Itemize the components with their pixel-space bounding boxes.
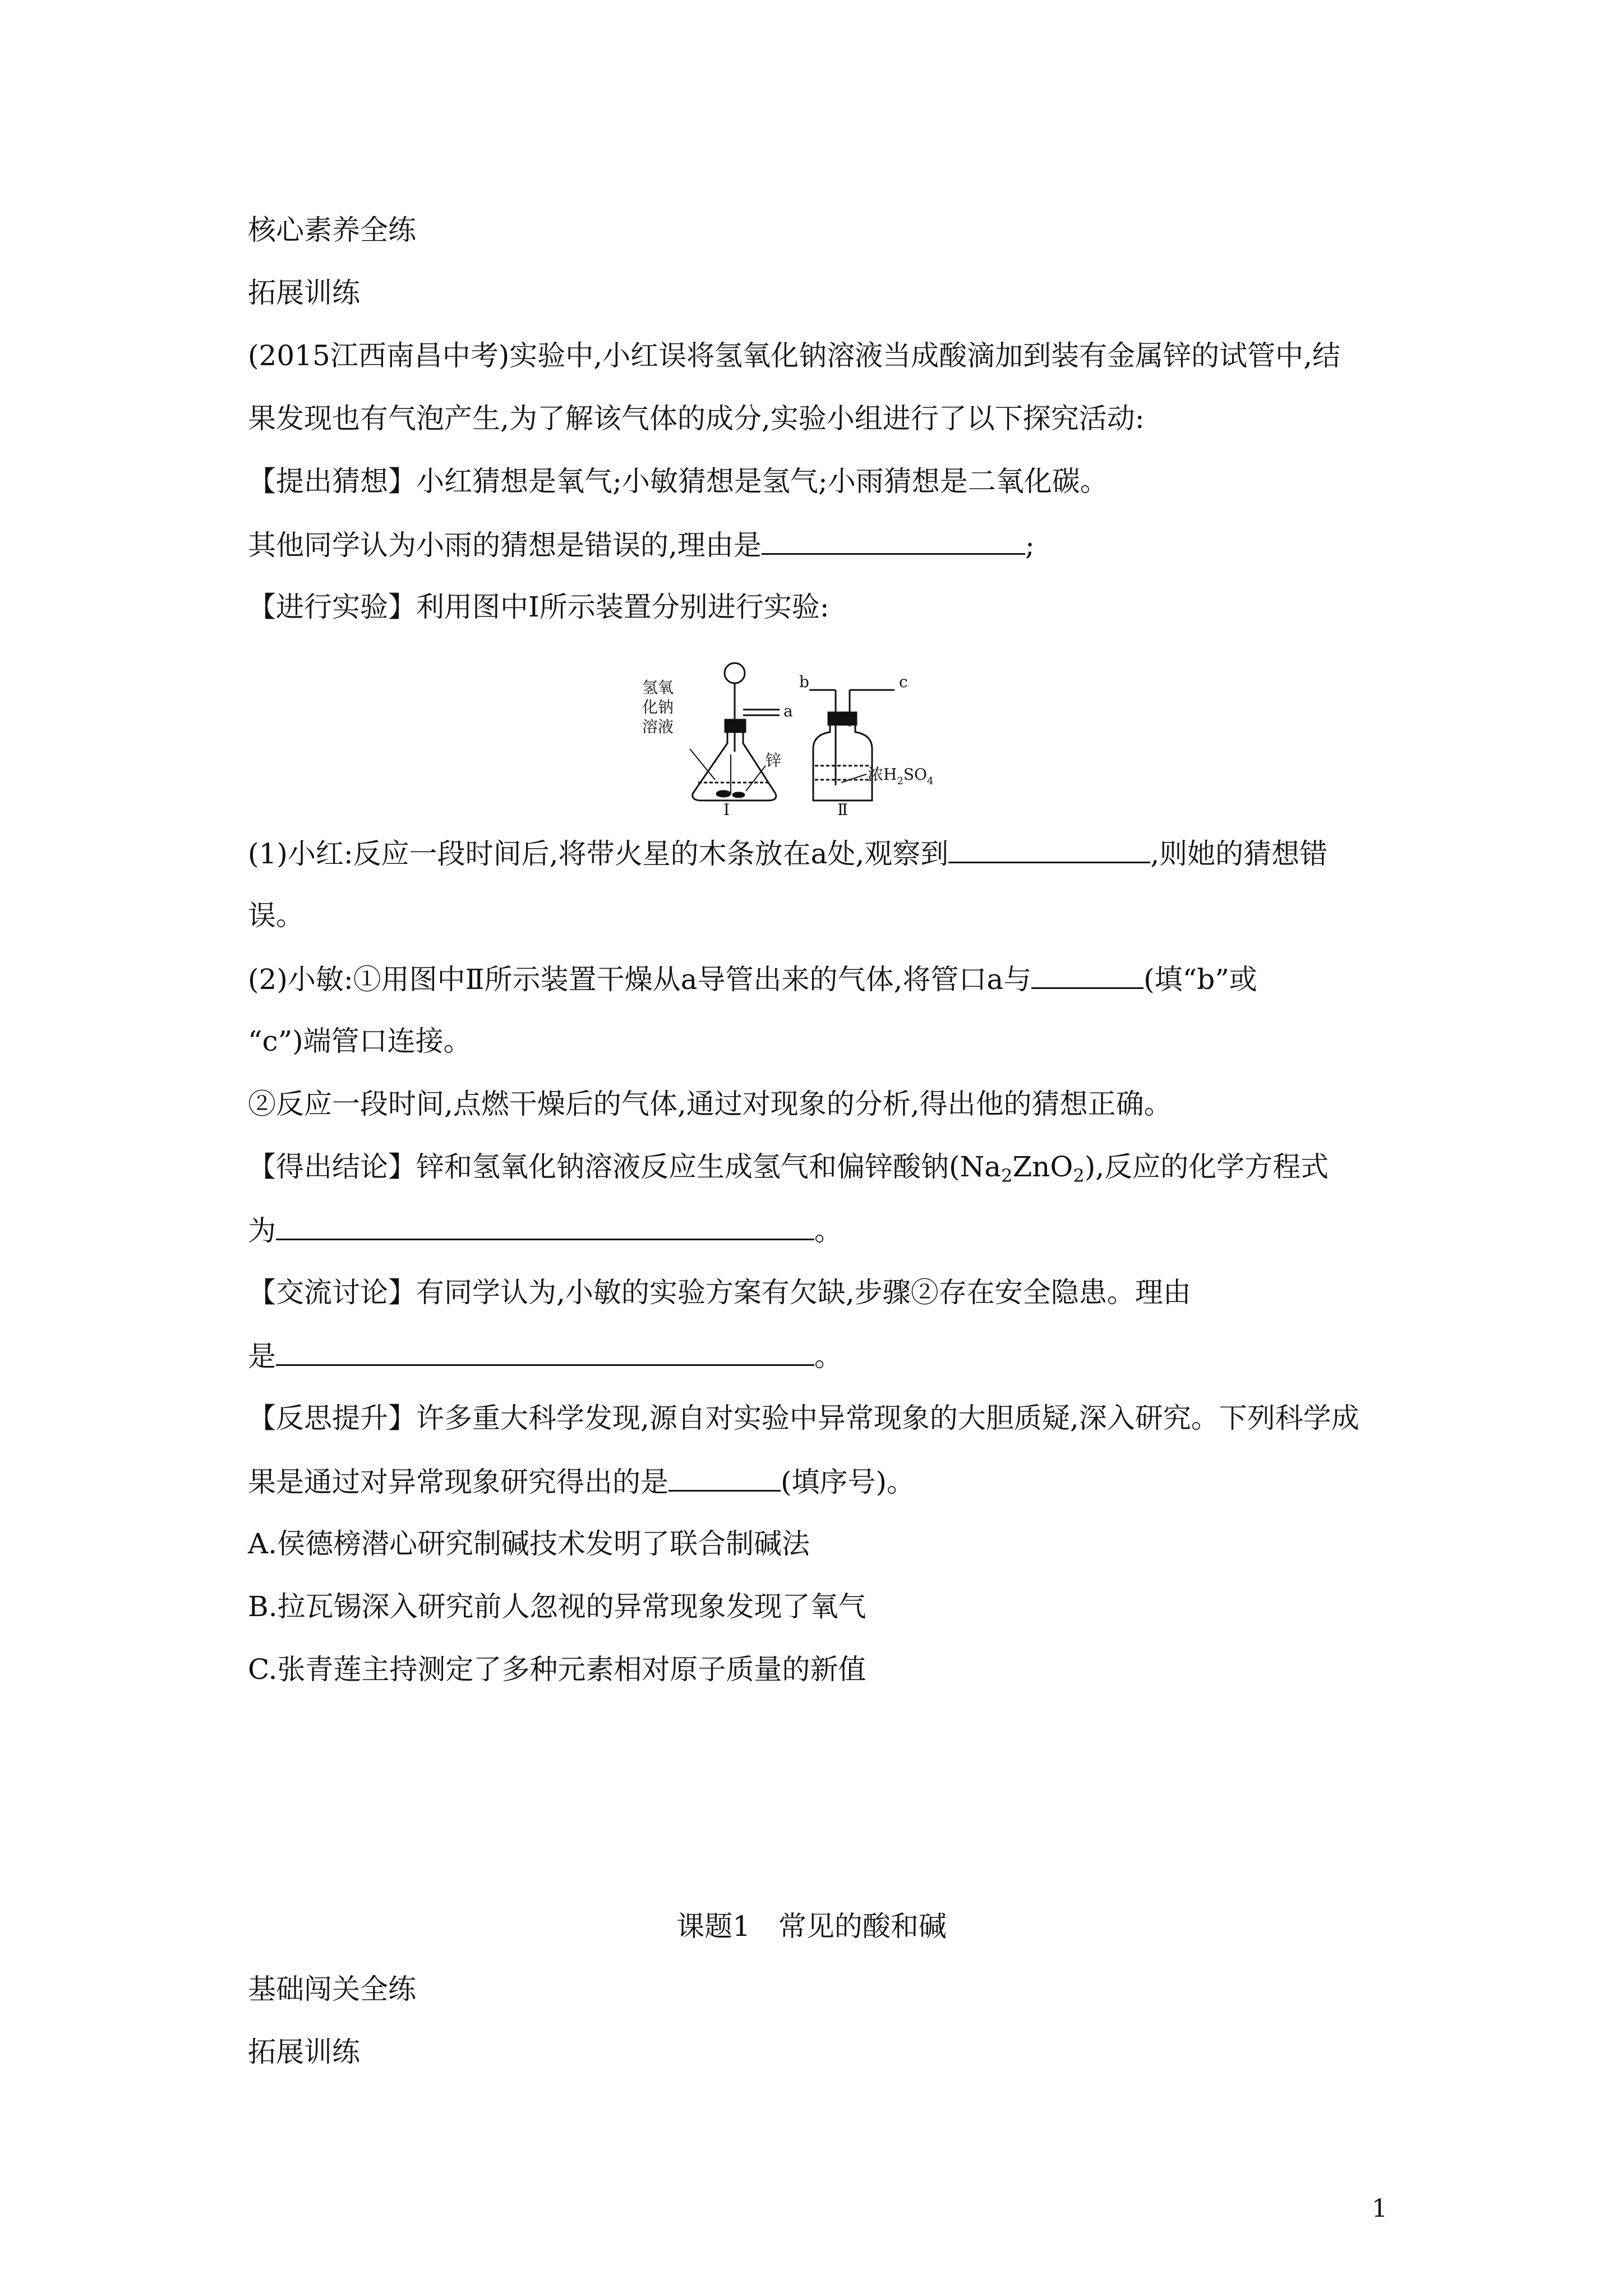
discussion-cont: 是 。 (248, 1337, 842, 1374)
question-intro-line2: 果发现也有气泡产生,为了解该气体的成分,实验小组进行了以下探究活动: (248, 402, 1145, 435)
answer-blank-equation[interactable] (276, 1212, 814, 1240)
section2-subheading: 拓展训练 (248, 2036, 360, 2068)
answer-blank-reason[interactable] (762, 526, 1025, 555)
reason-text: 其他同学认为小雨的猜想是错误的,理由是 (248, 529, 762, 562)
label-b: b (799, 673, 809, 691)
label-naoh-2: 化钠 (642, 698, 674, 716)
section-subheading: 拓展训练 (248, 277, 360, 309)
label-naoh-3: 溶液 (642, 717, 674, 736)
discussion-line: 【交流讨论】有同学认为,小敏的实验方案有欠缺,步骤②存在安全隐患。理由 (248, 1276, 1191, 1309)
answer-blank-q1[interactable] (948, 835, 1150, 863)
label-a: a (783, 702, 793, 720)
label-II: Ⅱ (837, 800, 849, 816)
hypothesis-line: 【提出猜想】小红猜想是氧气;小敏猜想是氢气;小雨猜想是二氧化碳。 (248, 465, 1108, 498)
q1-text: (1)小红:反应一段时间后,将带火星的木条放在a处,观察到 (248, 838, 949, 870)
q1-line (248, 835, 1327, 872)
section2-heading: 基础闯关全练 (248, 1973, 416, 2005)
apparatus-drawing (631, 654, 967, 816)
option-b: B.拉瓦锡深入研究前人忽视的异常现象发现了氧气 (248, 1590, 866, 1623)
label-I: Ⅰ (723, 800, 730, 816)
apparatus-figure (631, 654, 967, 816)
apparatus-I (690, 663, 780, 800)
reflection-cont: 果是通过对异常现象研究得出的是 (填序号)。 (248, 1463, 915, 1500)
q2-cont: “c”)端管口连接。 (248, 1025, 472, 1057)
answer-blank-discussion[interactable] (276, 1337, 814, 1366)
conclusion-cont: 为 。 (248, 1212, 842, 1249)
q1-cont: 误。 (248, 899, 304, 932)
conclusion-line: 【得出结论】锌和氢氧化钠溶液反应生成氢气和偏锌酸钠$(Na_2ZnO_2)$,反应的化学方程式 (248, 1151, 1329, 1186)
reflection-line: 【反思提升】许多重大科学发现,源自对实验中异常现象的大胆质疑,深入研究。下列科学成 (248, 1402, 1359, 1434)
lesson-title: 课题1 常见的酸和碱 (676, 1910, 947, 1943)
apparatus-II (809, 690, 895, 800)
answer-blank-q2[interactable] (1031, 960, 1144, 989)
label-zinc: 锌 (766, 751, 782, 770)
reason-punct: ; (1025, 529, 1035, 562)
section-heading: 核心素养全练 (248, 214, 416, 246)
q2-text-post: (填“b”或 (1144, 963, 1257, 996)
label-naoh-1: 氢氧 (642, 678, 674, 697)
experiment-line: 【进行实验】利用图中Ⅰ所示装置分别进行实验: (248, 591, 829, 623)
q2-step2: ②反应一段时间,点燃干燥后的气体,通过对现象的分析,得出他的猜想正确。 (248, 1088, 1172, 1120)
q2-text: (2)小敏:①用图中Ⅱ所示装置干燥从a导管出来的气体,将管口a与 (248, 963, 1032, 996)
label-conc-sulfuric: 浓$H_2SO_4$ (868, 765, 934, 787)
question-intro-line1: (2015江西南昌中考)实验中,小红误将氢氧化钠溶液当成酸滴加到装有金属锌的试管中,结 (248, 339, 1341, 372)
reason-line (248, 526, 1035, 563)
option-a: A.侯德榜潜心研究制碱技术发明了联合制碱法 (248, 1527, 810, 1560)
answer-blank-reflection[interactable] (668, 1463, 781, 1492)
q1-text-post: ,则她的猜想错 (1150, 838, 1328, 870)
page-number: 1 (1372, 2194, 1387, 2223)
option-c: C.张青莲主持测定了多种元素相对原子质量的新值 (248, 1653, 866, 1686)
label-c: c (899, 673, 908, 691)
q2-line (248, 960, 1257, 997)
